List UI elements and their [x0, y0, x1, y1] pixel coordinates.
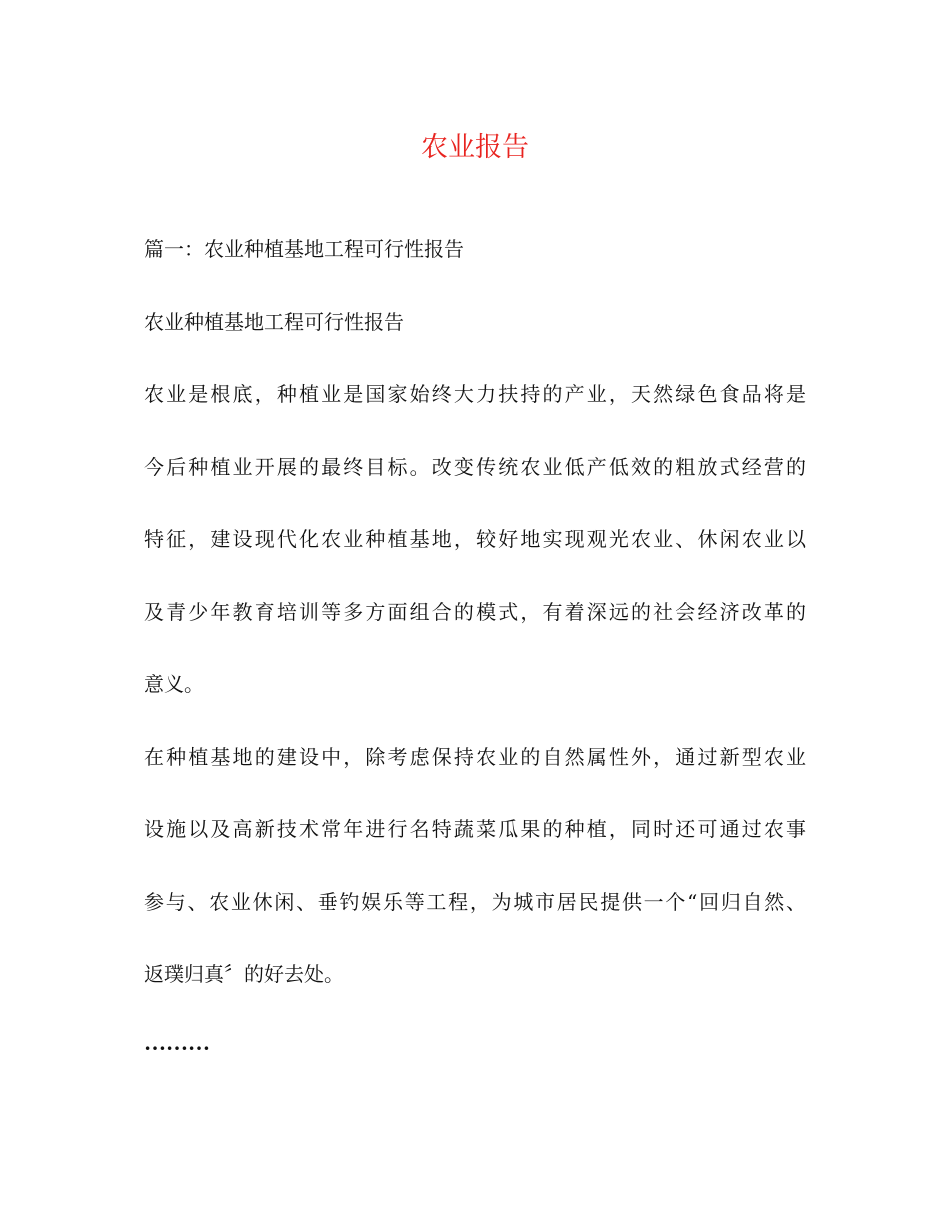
subheading: 农业种植基地工程可行性报告	[144, 310, 404, 334]
paragraph1-line: 及青少年教育培训等多方面组合的模式，有着深远的社会经济改革的	[144, 600, 806, 624]
paragraph2-line: 返璞归真〞的好去处。	[144, 962, 344, 986]
paragraph2-line: 设施以及高新技术常年进行名特蔬菜瓜果的种植，同时还可通过农事	[144, 817, 806, 841]
paragraph1-line: 特征，建设现代化农业种植基地，较好地实现观光农业、休闲农业以	[144, 527, 806, 551]
paragraph1-line: 今后种植业开展的最终目标。改变传统农业低产低效的粗放式经营的	[144, 455, 806, 479]
paragraph1-line: 农业是根底，种植业是国家始终大力扶持的产业，天然绿色食品将是	[144, 382, 806, 406]
paragraph1-line: 意义。	[144, 672, 204, 696]
ellipsis: ………	[144, 1030, 210, 1055]
document-title: 农业报告	[421, 132, 529, 163]
paragraph2-line: 参与、农业休闲、垂钓娱乐等工程，为城市居民提供一个“回归自然、	[144, 890, 806, 914]
section-heading: 篇一：农业种植基地工程可行性报告	[144, 237, 464, 261]
paragraph2-line: 在种植基地的建设中，除考虑保持农业的自然属性外，通过新型农业	[144, 745, 806, 769]
